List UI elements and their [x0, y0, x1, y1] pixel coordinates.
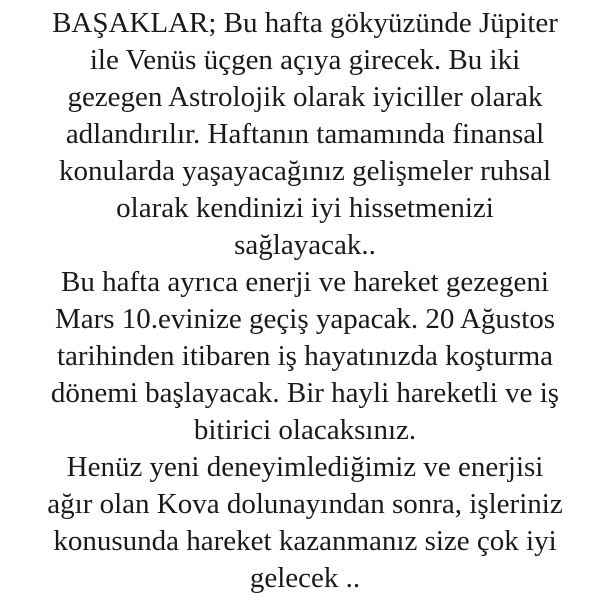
paragraph — [4, 264, 606, 449]
paragraph — [4, 449, 606, 597]
text-line: gezegen Astrolojik olarak iyiciller olarak — [67, 81, 543, 113]
text-line: adlandırılır. Haftanın tamamında finansal — [65, 118, 545, 150]
text-line: ile Venüs üçgen açıya girecek. Bu iki — [89, 44, 521, 76]
text-line: dönemi başlayacak. Bir hayli hareketli ve iş — [50, 377, 560, 409]
text-line: Mars 10.evinize geçiş yapacak. 20 Ağustos — [54, 303, 556, 335]
paragraph — [4, 5, 606, 264]
text-line: BAŞAKLAR; Bu hafta gökyüzünde Jüpiter — [52, 7, 558, 39]
text-line: Bu hafta ayrıca enerji ve hareket gezegeni — [61, 266, 549, 298]
text-line: tarihinden itibaren iş hayatınızda koşturma — [56, 340, 554, 372]
text-line: konularda yaşayacağınız gelişmeler ruhsal — [59, 155, 551, 187]
text-line: gelecek .. — [249, 562, 361, 594]
text-line: bitirici olacaksınız. — [193, 414, 417, 446]
text-line: ağır olan Kova dolunayından sonra, işleriniz — [47, 488, 563, 520]
text-line: Henüz yeni deneyimlediğimiz ve enerjisi — [66, 451, 544, 483]
text-line: sağlayacak.. — [234, 229, 376, 261]
text-line: olarak kendinizi iyi hissetmenizi — [116, 192, 494, 224]
text-line: konusunda hareket kazanmanız size çok iyi — [53, 525, 557, 557]
